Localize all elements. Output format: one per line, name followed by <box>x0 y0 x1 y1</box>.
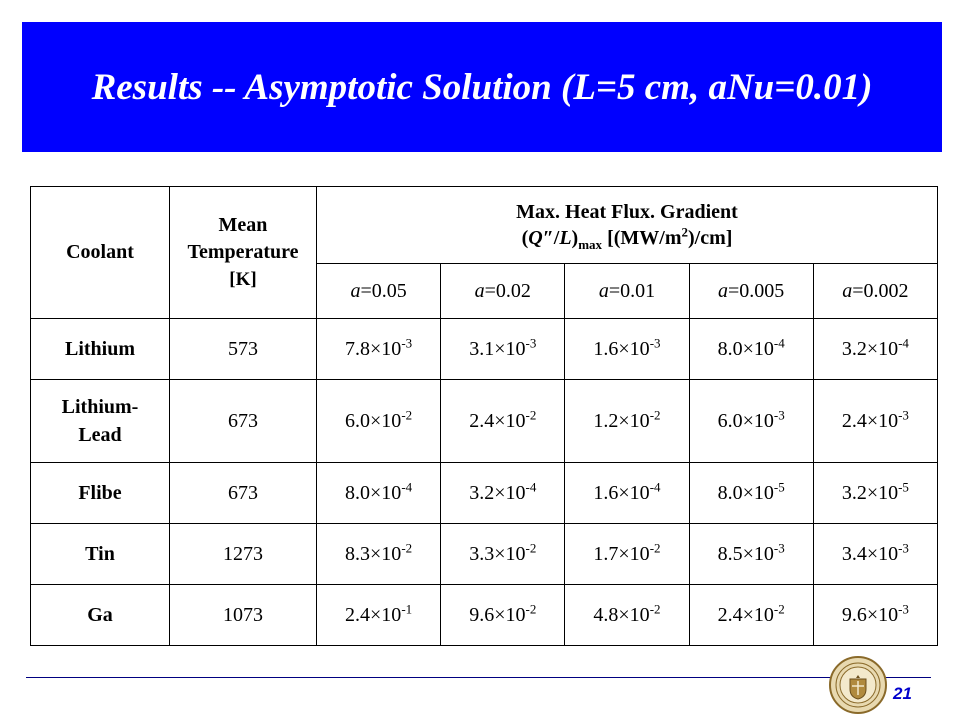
mantissa: 2.4 <box>717 603 743 626</box>
exponent: -2 <box>525 539 537 555</box>
heat-flux-value <box>441 380 565 463</box>
mantissa: 1.6 <box>593 481 619 504</box>
mean-temperature-value: 1273 <box>170 524 317 585</box>
exponent: -3 <box>898 600 909 616</box>
flux-max-subscript: max <box>578 237 603 252</box>
mantissa: 3.1 <box>469 337 495 360</box>
flux-header-line1: Max. Heat Flux. Gradient <box>516 201 738 223</box>
coolant-name <box>31 380 170 463</box>
coolant-name-line1: Tin <box>85 543 115 565</box>
heat-flux-value <box>813 585 937 646</box>
mantissa: 3.2 <box>841 337 867 360</box>
a-column-header <box>317 264 441 319</box>
mantissa: 9.6 <box>841 603 867 626</box>
exponent: -4 <box>898 334 909 350</box>
times-ten: ×10 <box>742 603 774 626</box>
flux-header-line2 <box>317 225 937 251</box>
mantissa: 6.0 <box>345 409 371 432</box>
heat-flux-value <box>813 524 937 585</box>
header-row <box>31 187 938 264</box>
heat-flux-value <box>689 585 813 646</box>
a-val: =0.002 <box>852 279 909 302</box>
exponent: -2 <box>401 539 413 555</box>
mean-temperature-value: 673 <box>170 380 317 463</box>
heat-flux-value <box>317 319 441 380</box>
mantissa: 3.2 <box>841 481 867 504</box>
a-column-header <box>565 264 689 319</box>
a-var: a <box>718 279 729 302</box>
a-val: =0.05 <box>360 279 407 302</box>
exponent: -2 <box>525 600 537 616</box>
heat-flux-value <box>565 319 689 380</box>
coolant-name <box>31 463 170 524</box>
mantissa: 3.3 <box>469 542 495 565</box>
exponent: -5 <box>898 478 909 494</box>
exponent: -2 <box>649 406 661 422</box>
times-ten: ×10 <box>866 409 899 432</box>
mantissa: 4.8 <box>593 603 619 626</box>
a-var: a <box>474 279 485 302</box>
mantissa: 2.4 <box>841 409 867 432</box>
mean-temperature-value: 573 <box>170 319 317 380</box>
times-ten: ×10 <box>742 409 774 432</box>
a-val: =0.01 <box>608 279 656 302</box>
heat-flux-gradient-header <box>317 187 938 264</box>
heat-flux-value <box>813 463 937 524</box>
footer-divider <box>26 677 931 678</box>
a-var: a <box>598 279 609 302</box>
mantissa: 1.6 <box>593 337 619 360</box>
heat-flux-value <box>689 463 813 524</box>
mean-temperature-header <box>170 187 317 319</box>
heat-flux-value <box>317 524 441 585</box>
heat-flux-value <box>441 319 565 380</box>
table-row <box>31 463 938 524</box>
exponent: -2 <box>525 406 537 422</box>
flux-q-symbol: Q″ <box>528 227 554 249</box>
a-var: a <box>350 279 361 302</box>
exponent: -2 <box>649 600 661 616</box>
heat-flux-value <box>441 463 565 524</box>
mantissa: 2.4 <box>469 409 495 432</box>
flux-units-pre: [(MW/m <box>602 227 682 249</box>
times-ten: ×10 <box>618 481 650 504</box>
times-ten: ×10 <box>866 337 899 360</box>
coolant-name <box>31 319 170 380</box>
exponent: -5 <box>773 478 785 494</box>
results-table <box>30 186 938 646</box>
heat-flux-value <box>441 524 565 585</box>
times-ten: ×10 <box>494 409 526 432</box>
times-ten: ×10 <box>618 409 650 432</box>
times-ten: ×10 <box>494 337 526 360</box>
times-ten: ×10 <box>494 481 526 504</box>
flux-units-post: )/cm] <box>687 227 733 249</box>
heat-flux-value <box>317 463 441 524</box>
exponent: -3 <box>401 334 413 350</box>
temp-header-unit: [K] <box>229 269 257 290</box>
mantissa: 8.0 <box>717 337 743 360</box>
heat-flux-value <box>689 380 813 463</box>
a-val: =0.005 <box>728 279 785 302</box>
exponent: -4 <box>525 478 537 494</box>
heat-flux-value <box>689 319 813 380</box>
flux-close-paren: ) <box>571 227 579 249</box>
exponent: -2 <box>401 406 413 422</box>
mantissa: 8.3 <box>345 542 371 565</box>
times-ten: ×10 <box>494 542 526 565</box>
times-ten: ×10 <box>618 542 650 565</box>
times-ten: ×10 <box>742 542 774 565</box>
mantissa: 3.2 <box>469 481 495 504</box>
times-ten: ×10 <box>370 542 402 565</box>
temp-header-line1: Mean <box>218 214 268 236</box>
times-ten: ×10 <box>618 337 650 360</box>
times-ten: ×10 <box>370 337 402 360</box>
coolant-name <box>31 585 170 646</box>
coolant-name-line1: Ga <box>87 604 113 626</box>
times-ten: ×10 <box>494 603 526 626</box>
mantissa: 8.0 <box>345 481 371 504</box>
exponent: -4 <box>773 334 785 350</box>
coolant-name-line1: Flibe <box>78 482 122 504</box>
exponent: -3 <box>773 539 785 555</box>
times-ten: ×10 <box>866 542 899 565</box>
mean-temperature-value: 673 <box>170 463 317 524</box>
table-row <box>31 524 938 585</box>
slide-title: Results -- Asymptotic Solution (L=5 cm, aNu=0.01) <box>91 66 873 108</box>
table-row <box>31 380 938 463</box>
temp-header-line2: Temperature <box>187 241 299 263</box>
mantissa: 7.8 <box>345 337 371 360</box>
coolant-name-line2: Lead <box>78 424 122 446</box>
mantissa: 9.6 <box>469 603 495 626</box>
heat-flux-value <box>813 319 937 380</box>
times-ten: ×10 <box>866 603 899 626</box>
a-var: a <box>842 279 853 302</box>
flux-l-symbol: L <box>559 227 572 249</box>
exponent: -3 <box>898 539 909 555</box>
table-row <box>31 319 938 380</box>
a-val: =0.02 <box>484 279 531 302</box>
mantissa: 1.7 <box>593 542 619 565</box>
coolant-name-line1: Lithium <box>64 338 136 360</box>
times-ten: ×10 <box>742 481 774 504</box>
mantissa: 1.2 <box>593 409 619 432</box>
exponent: -2 <box>649 539 661 555</box>
mean-temperature-value: 1073 <box>170 585 317 646</box>
title-bar <box>22 22 942 152</box>
coolant-name <box>31 524 170 585</box>
a-column-header <box>689 264 813 319</box>
heat-flux-value <box>689 524 813 585</box>
flux-units-sup: 2 <box>681 224 688 240</box>
times-ten: ×10 <box>618 603 650 626</box>
times-ten: ×10 <box>742 337 774 360</box>
university-seal-icon <box>828 655 888 715</box>
coolant-name-line1: Lithium- <box>61 396 139 418</box>
flux-slash: / <box>553 227 560 249</box>
exponent: -3 <box>773 406 785 422</box>
heat-flux-value <box>565 585 689 646</box>
table-row <box>31 585 938 646</box>
coolant-header: Coolant <box>31 187 170 319</box>
mantissa: 8.0 <box>717 481 743 504</box>
a-column-header <box>813 264 937 319</box>
heat-flux-value <box>813 380 937 463</box>
mantissa: 3.4 <box>841 542 867 565</box>
heat-flux-value <box>317 380 441 463</box>
times-ten: ×10 <box>866 481 899 504</box>
heat-flux-value <box>565 524 689 585</box>
a-column-header <box>441 264 565 319</box>
exponent: -4 <box>401 478 413 494</box>
exponent: -3 <box>649 334 661 350</box>
exponent: -2 <box>773 600 785 616</box>
page-number: 21 <box>893 684 912 703</box>
heat-flux-value <box>565 380 689 463</box>
times-ten: ×10 <box>370 481 402 504</box>
exponent: -4 <box>649 478 661 494</box>
exponent: -3 <box>898 406 909 422</box>
heat-flux-value <box>565 463 689 524</box>
mantissa: 6.0 <box>717 409 743 432</box>
flux-open-paren: ( <box>521 227 529 249</box>
heat-flux-value <box>317 585 441 646</box>
exponent: -1 <box>401 600 413 616</box>
times-ten: ×10 <box>370 409 402 432</box>
mantissa: 8.5 <box>717 542 743 565</box>
times-ten: ×10 <box>370 603 402 626</box>
exponent: -3 <box>525 334 537 350</box>
mantissa: 2.4 <box>345 603 371 626</box>
heat-flux-value <box>441 585 565 646</box>
